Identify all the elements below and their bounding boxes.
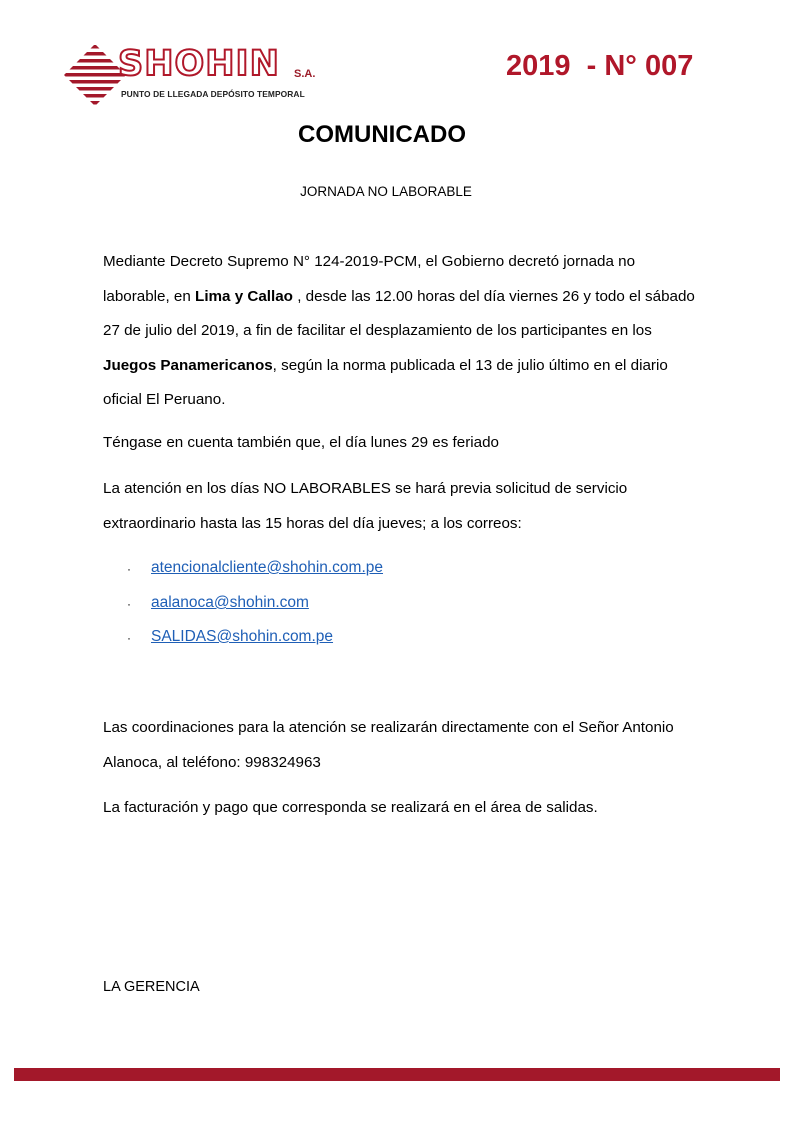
logo-tagline: PUNTO DE LLEGADA DEPÓSITO TEMPORAL (121, 89, 305, 99)
signature: LA GERENCIA (103, 979, 200, 995)
paragraph-billing: La facturación y pago que corresponda se realizará en el área de salidas. (103, 799, 598, 816)
page-subtitle: JORNADA NO LABORABLE (300, 184, 472, 199)
location-highlight: Lima y Callao (195, 287, 293, 305)
email-link-salidas[interactable]: SALIDAS@shohin.com.pe (151, 628, 334, 645)
paragraph-coordination: Las coordinaciones para la atención se realizarán directamente con el Señor Antonio Alanoca, al teléfono: 998324963 (103, 719, 674, 771)
email-link-alanoca[interactable]: aalanoca@shohin.com (151, 594, 309, 611)
bullet-icon: · (127, 562, 131, 576)
document-number: 2019 - N° 007 (506, 50, 694, 82)
paragraph-decree-text-2: , desde las 12.00 horas del día viernes 26 y todo el sábado 27 de julio del 2019, a fin de facilitar el desplazamiento de los participantes en los (103, 287, 695, 339)
paragraph-service-request: La atención en los días NO LABORABLES se hará previa solicitud de servicio extraordinario hasta las 15 horas del día jueves; a los correos: (103, 480, 628, 532)
logo-suffix: S.A. (294, 68, 316, 80)
event-highlight: Juegos Panamericanos (103, 356, 273, 374)
email-link-customer-service[interactable]: atencionalcliente@shohin.com.pe (151, 559, 384, 576)
paragraph-decree-text-3: , según la norma publicada el 13 de julio último en el diario oficial El Peruano. (103, 356, 668, 408)
bullet-icon: · (127, 631, 131, 645)
paragraph-decree (103, 245, 703, 418)
footer-bar (14, 1068, 780, 1081)
logo-name: SHOHIN (118, 44, 280, 84)
page-title: COMUNICADO (298, 121, 466, 148)
paragraph-decree-text-1: Mediante Decreto Supremo N° 124-2019-PCM, el Gobierno decretó jornada no laborable, en (103, 253, 636, 305)
paragraph-holiday: Téngase en cuenta también que, el día lunes 29 es feriado (103, 434, 499, 451)
bullet-icon: · (127, 597, 131, 611)
